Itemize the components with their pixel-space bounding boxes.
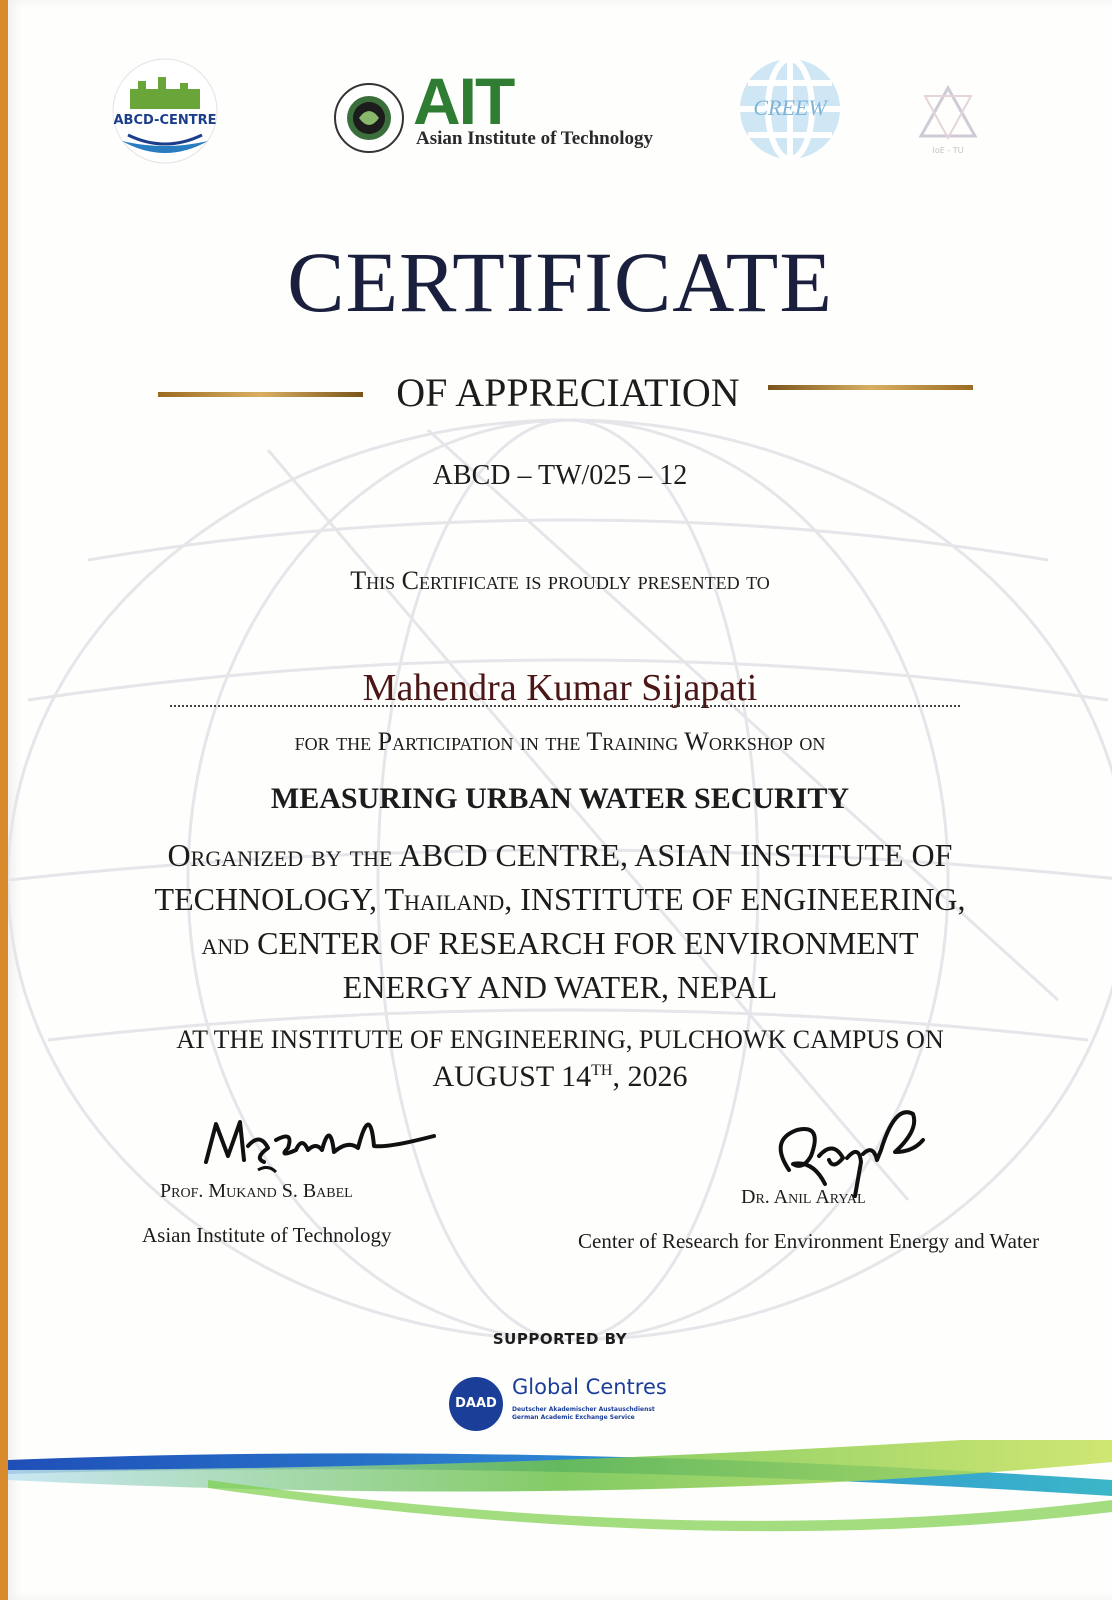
certificate-title: CERTIFICATE [287, 234, 833, 330]
daad-subtext-en: German Academic Exchange Service [512, 1414, 635, 1421]
ait-logo-subtitle: Asian Institute of Technology [416, 128, 654, 149]
certificate-number: ABCD – TW/025 – 12 [432, 460, 688, 491]
ioe-logo [913, 80, 983, 160]
signatory-1-org: Asian Institute of Technology [142, 1223, 392, 1247]
creew-logo [736, 55, 844, 163]
ait-seal-icon [333, 82, 405, 154]
recipient-dotted-line [170, 705, 960, 707]
workshop-title: MEASURING URBAN WATER SECURITY [270, 782, 850, 815]
creew-logo-label: CREEW [753, 95, 827, 120]
recipient-name: Mahendra Kumar Sijapati [362, 667, 758, 709]
venue-text: AT THE INSTITUTE OF ENGINEERING, PULCHOWK CAMPUS ON [176, 1025, 944, 1054]
certificate-subtitle: OF APPRECIATION [396, 370, 740, 415]
daad-badge: DAAD [449, 1377, 503, 1431]
abcd-logo-label: ABCD-CENTRE [113, 113, 217, 128]
gold-divider-left [158, 392, 363, 397]
signatory-2-name: Dr. Anil Aryal [741, 1186, 866, 1208]
signatory-1-name: Prof. Mukand S. Babel [160, 1180, 353, 1202]
event-date [8, 1060, 1112, 1094]
certificate-paper [8, 0, 1112, 1600]
ioe-logo-label: IoE - TU [932, 146, 964, 155]
ait-logo-text: AIT [413, 64, 514, 138]
signatory-2-org: Center of Research for Environment Energy and Water [578, 1229, 1040, 1253]
organizers-line: TECHNOLOGY, Thailand, INSTITUTE OF ENGINEERING, [154, 881, 966, 917]
organizers-line: Organized by the ABCD CENTRE, ASIAN INSTITUTE OF [167, 837, 953, 873]
signature-babel [198, 1100, 438, 1180]
event-date-suffix: , 2026 [612, 1060, 688, 1093]
daad-subtext-de: Deutscher Akademischer Austauschdienst [512, 1406, 655, 1413]
presented-to-text: This Certificate is proudly presented to [350, 566, 770, 595]
participation-text: for the Participation in the Training Workshop on [294, 727, 826, 756]
subtitle-row [148, 365, 978, 415]
supported-by-heading: SUPPORTED BY [492, 1330, 628, 1348]
organizers-line: ENERGY AND WATER, NEPAL [342, 969, 778, 1005]
organizers-line: and CENTER OF RESEARCH FOR ENVIRONMENT [201, 925, 919, 961]
abcd-centre-logo [100, 55, 230, 167]
event-date-ordinal: TH [591, 1062, 613, 1079]
event-date-prefix: AUGUST 14 [432, 1060, 592, 1093]
daad-subtext [512, 1406, 655, 1422]
decorative-swoosh [8, 1440, 1112, 1560]
gold-divider-right [768, 385, 973, 390]
organizers-block [128, 833, 992, 1009]
daad-global-centres: Global Centres [512, 1375, 667, 1399]
